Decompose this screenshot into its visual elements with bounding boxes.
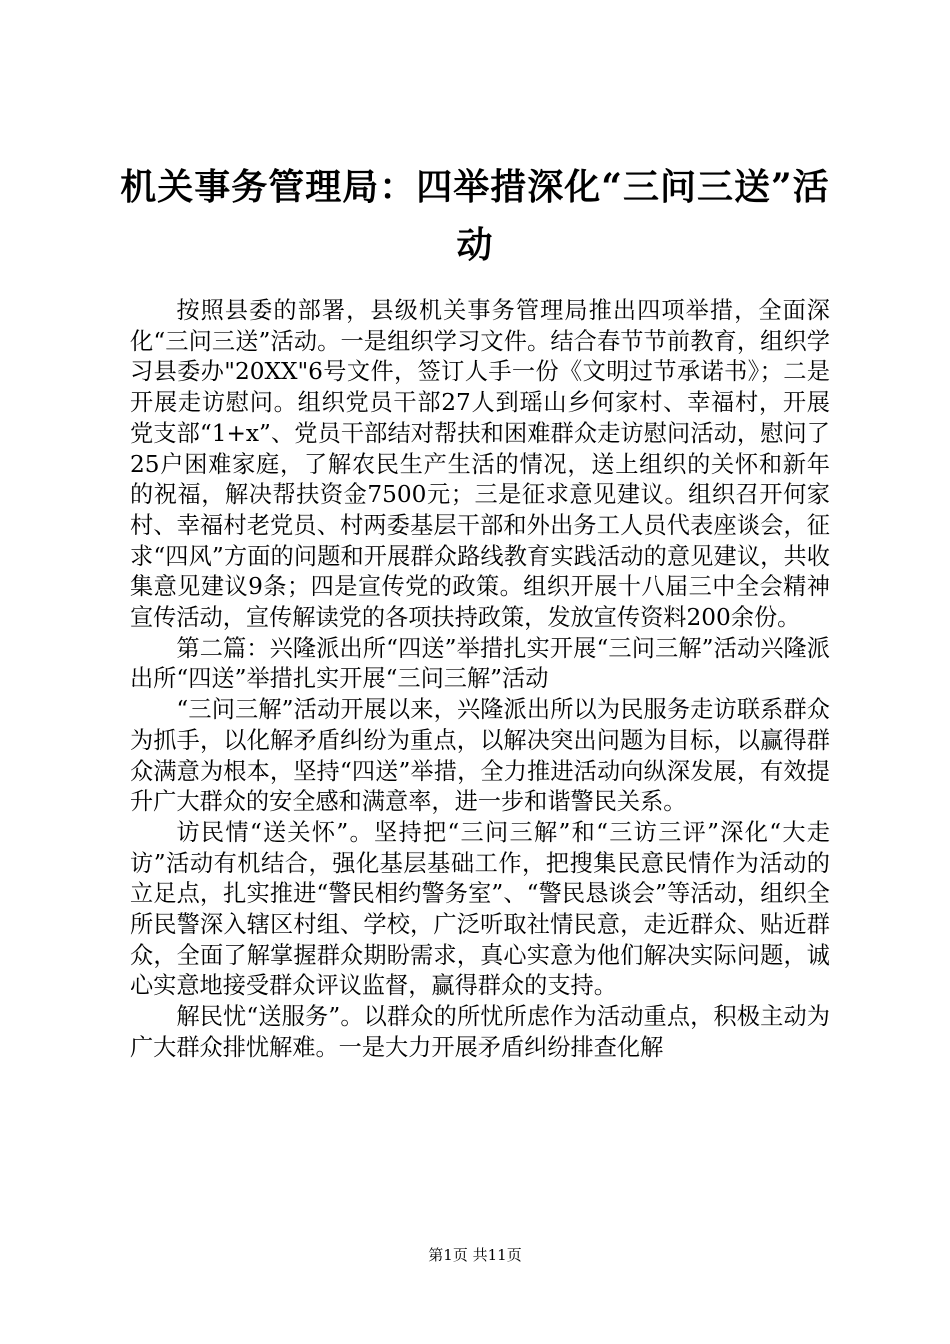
paragraph: “三问三解”活动开展以来，兴隆派出所以为民服务走访联系群众为抓手，以化解矛盾纠纷为重点，以解决突出问题为目标，以赢得群众满意为根本，坚持“四送”举措，全力推进活动向纵深发展，有效提升广大群众的安全感和满意率，进一步和谐警民关系。 bbox=[130, 696, 830, 816]
document-body bbox=[130, 296, 830, 1064]
paragraph: 按照县委的部署，县级机关事务管理局推出四项举措，全面深化“三问三送”活动。一是组织学习文件。结合春节节前教育，组织学习县委办"20XX"6号文件，签订人手一份《文明过节承诺书》；二是开展走访慰问。组织党员干部27人到瑶山乡何家村、幸福村，开展党支部“1+x”、党员干部结对帮扶和困难群众走访慰问活动，慰问了25户困难家庭，了解农民生产生活的情况，送上组织的关怀和新年的祝福，解决帮扶资金7500元；三是征求意见建议。组织召开何家村、幸福村老党员、村两委基层干部和外出务工人员代表座谈会，征求“四风”方面的问题和开展群众路线教育实践活动的意见建议，共收集意见建议9条；四是宣传党的政策。组织开展十八届三中全会精神宣传活动，宣传解读党的各项扶持政策，发放宣传资料200余份。 bbox=[130, 297, 830, 632]
document-title: 机关事务管理局：四举措深化“三问三送”活动 bbox=[120, 166, 830, 266]
paragraph: 解民忧“送服务”。以群众的所忧所虑作为活动重点，积极主动为广大群众排忧解难。一是大力开展矛盾纠纷排查化解 bbox=[130, 1003, 830, 1061]
paragraph: 第二篇：兴隆派出所“四送”举措扎实开展“三问三解”活动兴隆派出所“四送”举措扎实开展“三问三解”活动 bbox=[130, 634, 830, 693]
paragraph: 访民情“送关怀”。坚持把“三问三解”和“三访三评”深化“大走访”活动有机结合，强化基层基础工作，把搜集民意民情作为活动的立足点，扎实推进“警民相约警务室”、“警民恳谈会”等活动，组织全所民警深入辖区村组、学校，广泛听取社情民意，走近群众、贴近群众，全面了解掌握群众期盼需求，真心实意为他们解决实际问题，诚心实意地接受群众评议监督，赢得群众的支持。 bbox=[130, 818, 830, 1000]
page-number: 第1页 共11页 bbox=[428, 1246, 522, 1264]
page-footer bbox=[0, 1245, 950, 1265]
